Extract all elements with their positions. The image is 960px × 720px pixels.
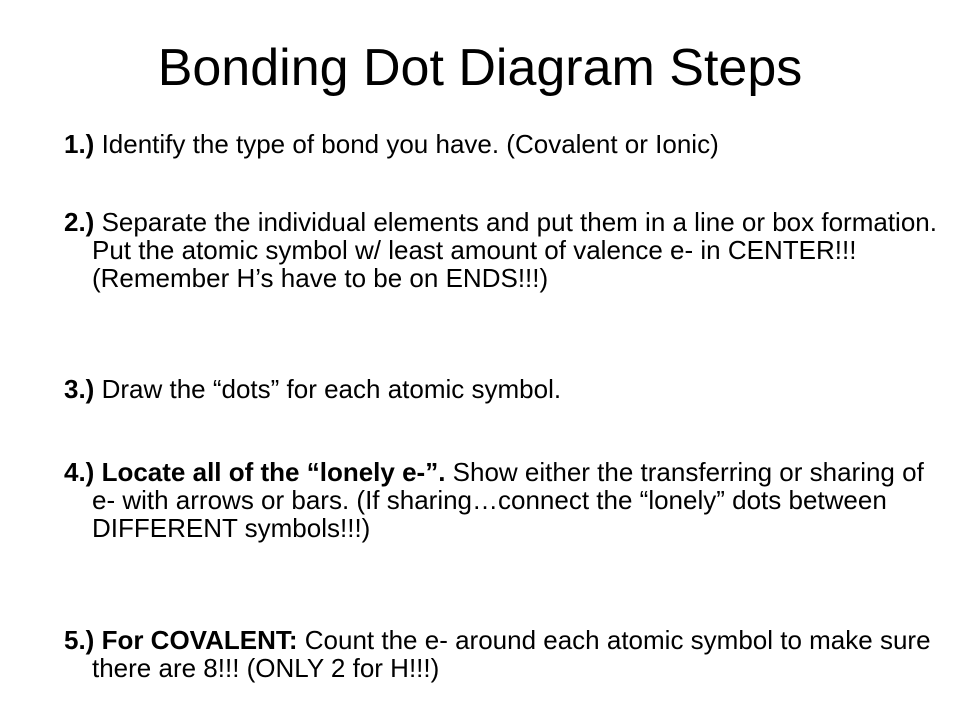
step-3: [64, 375, 952, 403]
step-5-number: 5.): [64, 625, 95, 655]
step-5-bold-text: For COVALENT:: [101, 625, 298, 655]
step-3-text: Draw the “dots” for each atomic symbol.: [101, 374, 562, 404]
step-4-number: 4.): [64, 457, 95, 487]
step-1-number: 1.): [64, 129, 95, 159]
step-5-text: Count the e- around each atomic symbol to make sure there are 8!!! (ONLY 2 for H!!!): [92, 625, 931, 683]
step-2-number: 2.): [64, 207, 95, 237]
step-2-text: Separate the individual elements and put them in a line or box formation. Put the atomic symbol w/ least amount of valence e- in CENTER!!! (Remember H’s have to be on ENDS!!!): [92, 207, 937, 293]
step-4: [64, 458, 952, 542]
step-4-bold-text: Locate all of the “lonely e-”.: [101, 457, 446, 487]
step-1: [64, 130, 952, 158]
step-5: [64, 626, 952, 682]
step-3-number: 3.): [64, 374, 95, 404]
step-2: [64, 208, 952, 292]
step-1-text: Identify the type of bond you have. (Covalent or Ionic): [101, 129, 719, 159]
slide-title: Bonding Dot Diagram Steps: [157, 39, 803, 97]
step-4-text: Show either the transferring or sharing of e- with arrows or bars. (If sharing…connect the “lonely” dots between DIFFERENT symbols!!!): [92, 457, 924, 543]
